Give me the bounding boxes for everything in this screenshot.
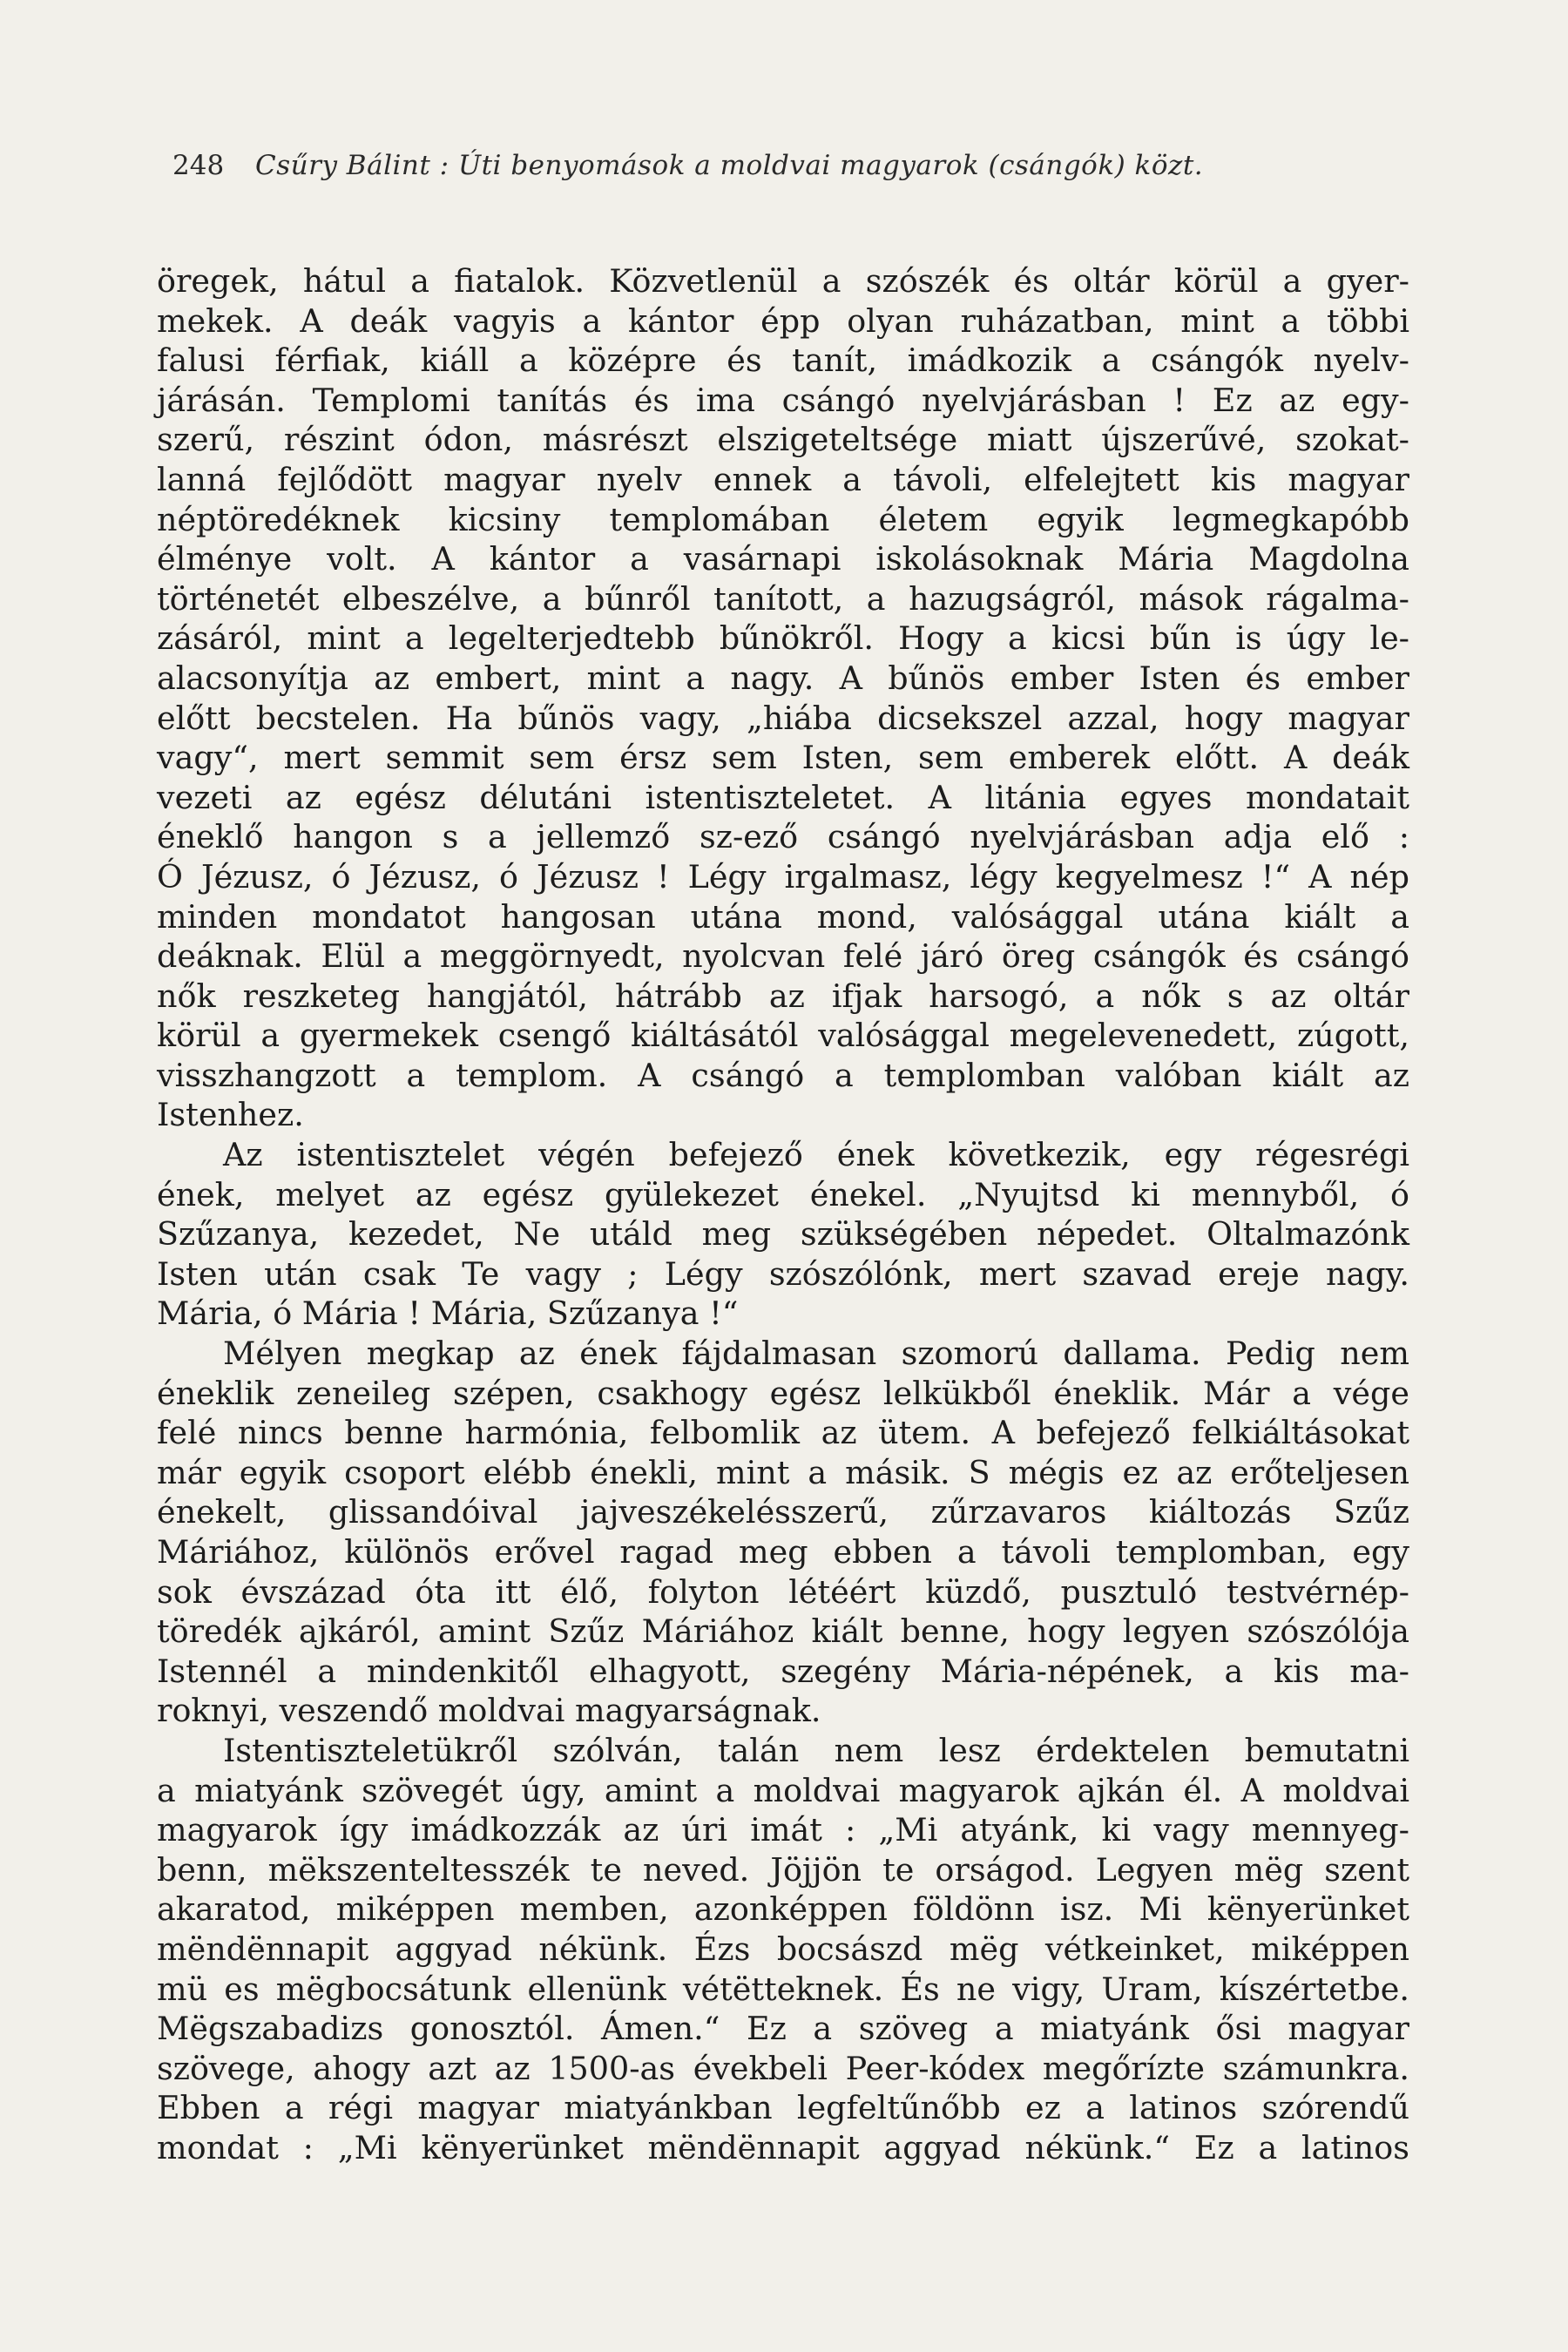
text-line: Szűzanya, kezedet, Ne utáld meg szükségében népedet. Oltalmazónk [157,1215,1409,1254]
text-line: Mëgszabadizs gonosztól. Ámen.“ Ez a szöveg a miatyánk ősi magyar [157,2010,1409,2048]
text-line: ének, melyet az egész gyülekezet énekel. „Nyujtsd ki mennyből, ó [157,1175,1409,1213]
text-line: benn, mëkszenteltesszék te neved. Jöjjön te orságod. Legyen mëg szent [157,1850,1409,1889]
text-line: Máriához, különös erővel ragad meg ebben a távoli templomban, egy [157,1533,1409,1571]
text-line: Ó Jézusz, ó Jézusz, ó Jézusz ! Légy irgalmasz, légy kegyelmesz !“ A nép [157,857,1409,896]
text-line: éneklő hangon s a jellemző sz-ező csángó nyelvjárásban adja elő : [157,818,1409,856]
text-line: néptöredéknek kicsiny templomában életem egyik legmegkapóbb [157,500,1409,538]
text-line: zásáról, mint a legelterjedtebb bűnökről. Hogy a kicsi bűn is úgy le- [157,619,1409,658]
text-line: Istenhez. [157,1096,304,1134]
text-line: lanná fejlődött magyar nyelv ennek a távoli, elfelejtett kis magyar [157,460,1409,498]
text-line: történetét elbeszélve, a bűnről tanított, a hazugságról, mások rágalma- [157,579,1409,618]
text-line: mëndënnapit aggyad nékünk. Ézs bocsászd mëg vétkeinket, miképpen [157,1930,1409,1968]
text-line: már egyik csoport elébb énekli, mint a másik. S mégis ez az erőteljesen [157,1453,1409,1491]
text-line: öregek, hátul a fiatalok. Közvetlenül a szószék és oltár körül a gyer- [157,262,1409,300]
text-line: körül a gyermekek csengő kiáltásától valósággal megelevenedett, zúgott, [157,1017,1409,1055]
running-header [172,150,1392,193]
text-line: deáknak. Elül a meggörnyedt, nyolcvan felé járó öreg csángók és csángó [157,937,1409,976]
text-line: Isten után csak Te vagy ; Légy szószólónk, mert szavad ereje nagy. [157,1254,1409,1293]
text-line: Ebben a régi magyar miatyánkban legfeltűnőbb ez a latinos szórendű [157,2089,1409,2127]
text-line: magyarok így imádkozzák az úri imát : „Mi atyánk, ki vagy mennyeg- [157,1811,1409,1849]
text-line: akaratod, miképpen memben, azonképpen földönn isz. Mi kënyerünket [157,1890,1409,1929]
text-line: alacsonyítja az embert, mint a nagy. A bűnös ember Isten és ember [157,659,1409,697]
text-line: vagy“, mert semmit sem érsz sem Isten, sem emberek előtt. A deák [157,739,1409,777]
text-line: visszhangzott a templom. A csángó a templomban valóban kiált az [157,1056,1409,1094]
text-line: mondat : „Mi kënyerünket mëndënnapit aggyad nékünk.“ Ez a latinos [157,2128,1409,2166]
page-number: 248 [172,150,225,181]
text-line: sok évszázad óta itt élő, folyton létéért küzdő, pusztuló testvérnép- [157,1572,1409,1611]
text-line: járásán. Templomi tanítás és ima csángó nyelvjárásban ! Ez az egy- [157,381,1409,419]
text-line: nők reszketeg hangjától, hátrább az ifjak harsogó, a nők s az oltár [157,977,1409,1015]
text-line: vezeti az egész délutáni istentiszteletet. A litánia egyes mondatait [157,778,1409,816]
text-line: Istentiszteletükről szólván, talán nem lesz érdektelen bemutatni [223,1731,1409,1769]
text-line: előtt becstelen. Ha bűnös vagy, „hiába dicsekszel azzal, hogy magyar [157,699,1409,737]
text-line: mü es mëgbocsátunk ellenünk vétëtteknek. És ne vigy, Uram, kíszértetbe. [157,1970,1409,2008]
text-line: Mária, ó Mária ! Mária, Szűzanya !“ [157,1294,739,1333]
text-line: felé nincs benne harmónia, felbomlik az ütem. A befejező felkiáltásokat [157,1414,1409,1452]
text-line: a miatyánk szövegét úgy, amint a moldvai magyarok ajkán él. A moldvai [157,1771,1409,1809]
text-line: roknyi, veszendő moldvai magyarságnak. [157,1692,821,1730]
body-text [157,261,1409,2168]
text-line: Istennél a mindenkitől elhagyott, szegény Mária-népének, a kis ma- [157,1652,1409,1690]
text-line: töredék ajkáról, amint Szűz Máriához kiált benne, hogy legyen szószólója [157,1612,1409,1651]
text-line: szövege, ahogy azt az 1500-as évekbeli Peer-kódex megőrízte számunkra. [157,2049,1409,2087]
text-line: élménye volt. A kántor a vasárnapi iskolásoknak Mária Magdolna [157,540,1409,578]
text-line: mekek. A deák vagyis a kántor épp olyan ruházatban, mint a többi [157,301,1409,340]
running-title: Csűry Bálint : Úti benyomások a moldvai magyarok (csángók) közt. [255,150,1204,181]
text-line: Mélyen megkap az ének fájdalmasan szomorú dallama. Pedig nem [223,1335,1409,1373]
text-line: minden mondatot hangosan utána mond, valósággal utána kiált a [157,897,1409,936]
text-line: Az istentisztelet végén befejező ének következik, egy régesrégi [223,1136,1409,1174]
text-line: szerű, részint ódon, másrészt elszigeteltsége miatt újszerűvé, szokat- [157,421,1409,459]
text-line: énekelt, glissandóival jajveszékelésszerű, zűrzavaros kiáltozás Szűz [157,1493,1409,1531]
text-line: falusi férfiak, kiáll a középre és tanít, imádkozik a csángók nyelv- [157,341,1409,380]
text-line: éneklik zeneileg szépen, csakhogy egész lelkükből éneklik. Már a vége [157,1374,1409,1412]
